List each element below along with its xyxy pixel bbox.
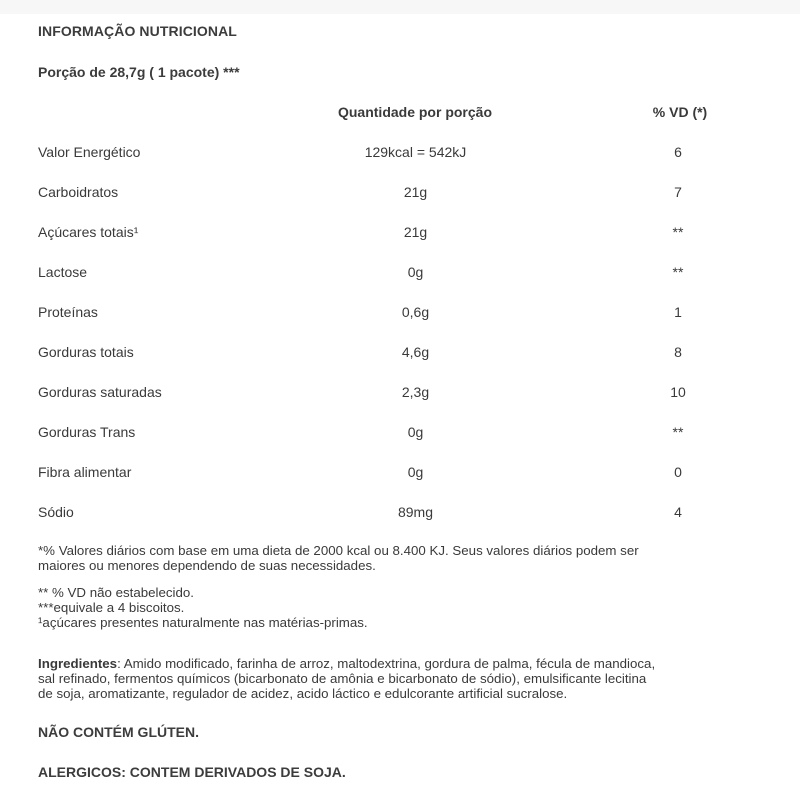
ingredients-line: de soja, aromatizante, regulador de acidez, acido láctico e edulcorante artificial sucralose.	[38, 686, 568, 701]
gluten-statement: NÃO CONTÉM GLÚTEN.	[38, 724, 199, 740]
nutrient-dv: 10	[670, 384, 686, 400]
nutrient-dv: **	[672, 224, 684, 240]
table-row	[38, 378, 778, 418]
nutrient-name: Sódio	[38, 504, 74, 520]
nutrient-dv: **	[672, 264, 684, 280]
table-row	[38, 258, 778, 298]
nutrition-table	[38, 98, 778, 538]
table-row	[38, 498, 778, 538]
portion-size: Porção de 28,7g ( 1 pacote) ***	[38, 64, 240, 80]
sugars-note: ¹açúcares presentes naturalmente nas matérias-primas.	[38, 615, 368, 630]
nutrient-name: Valor Energético	[38, 144, 141, 160]
header-quantity: Quantidade por porção	[337, 104, 492, 120]
ingredients-label: Ingredientes	[38, 656, 118, 671]
nutrient-name: Carboidratos	[38, 184, 119, 200]
nutrient-dv: 0	[674, 464, 682, 480]
ingredients-section	[38, 656, 768, 701]
table-header	[38, 98, 778, 126]
nutrient-dv: 1	[674, 304, 682, 320]
nutrient-quantity: 0g	[407, 464, 424, 480]
nutrient-name: Proteínas	[38, 304, 98, 320]
allergy-statement: ALERGICOS: CONTEM DERIVADOS DE SOJA.	[38, 764, 346, 780]
nutrient-dv: **	[672, 424, 684, 440]
nutrient-quantity: 2,3g	[401, 384, 430, 400]
nutrient-name: Fibra alimentar	[38, 464, 132, 480]
nutrient-quantity: 0g	[407, 264, 424, 280]
nutrient-name: Gorduras saturadas	[38, 384, 162, 400]
table-row	[38, 458, 778, 498]
nutrient-quantity: 89mg	[397, 504, 434, 520]
table-row	[38, 298, 778, 338]
daily-values-line: maiores ou menores dependendo de suas necessidades.	[38, 558, 376, 573]
nutrient-name: Açúcares totais¹	[38, 224, 139, 240]
table-row	[38, 178, 778, 218]
nutrient-name: Gorduras totais	[38, 344, 134, 360]
ingredients-line: sal refinado, fermentos químicos (bicarbonato de amônia e bicarbonato de sódio), emulsificante lecitina	[38, 671, 647, 686]
table-row	[38, 218, 778, 258]
daily-values-note	[38, 543, 768, 573]
nutrient-dv: 6	[674, 144, 682, 160]
table-row	[38, 138, 778, 178]
dv-not-established-note: ** % VD não estabelecido.	[38, 585, 194, 600]
equivalent-note: ***equivale a 4 biscoitos.	[38, 600, 185, 615]
page-title: INFORMAÇÃO NUTRICIONAL	[38, 23, 237, 39]
footnotes	[38, 585, 768, 630]
nutrient-quantity: 0,6g	[401, 304, 430, 320]
nutrient-quantity: 21g	[403, 224, 428, 240]
top-strip	[0, 0, 800, 14]
nutrient-dv: 7	[674, 184, 682, 200]
header-dv: % VD (*)	[652, 104, 708, 120]
ingredients-text: : Amido modificado, farinha de arroz, maltodextrina, gordura de palma, fécula de mandioca,	[117, 656, 656, 671]
nutrient-dv: 4	[674, 504, 682, 520]
daily-values-line: *% Valores diários com base em uma dieta de 2000 kcal ou 8.400 KJ. Seus valores diários podem ser	[38, 543, 639, 558]
nutrient-dv: 8	[674, 344, 682, 360]
nutrient-quantity: 21g	[403, 184, 428, 200]
nutrient-quantity: 4,6g	[401, 344, 430, 360]
nutrient-quantity: 0g	[407, 424, 424, 440]
ingredients-line	[38, 656, 768, 671]
nutrient-name: Lactose	[38, 264, 88, 280]
table-row	[38, 418, 778, 458]
nutrient-name: Gorduras Trans	[38, 424, 136, 440]
nutrient-quantity: 129kcal = 542kJ	[364, 144, 467, 160]
table-row	[38, 338, 778, 378]
